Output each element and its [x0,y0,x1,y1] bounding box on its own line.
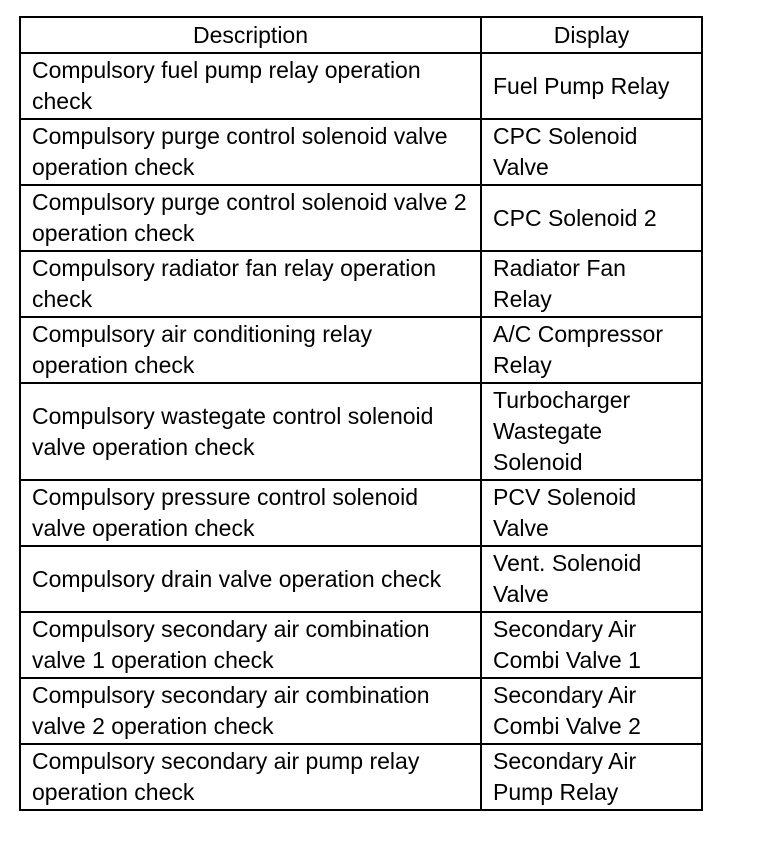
table-row [20,678,702,744]
table-row [20,744,702,810]
table-row [20,53,702,119]
description-cell: Compulsory radiator fan relay operation check [20,251,481,317]
operation-check-table [19,16,703,811]
description-column-header: Description [20,17,481,53]
display-cell: Secondary Air Pump Relay [481,744,702,810]
table-row [20,185,702,251]
table-row [20,251,702,317]
table-row [20,612,702,678]
description-cell: Compulsory wastegate control solenoid valve operation check [20,383,481,480]
display-cell: A/C Compressor Relay [481,317,702,383]
description-cell: Compulsory air conditioning relay operation check [20,317,481,383]
description-cell: Compulsory secondary air pump relay operation check [20,744,481,810]
display-cell: PCV Solenoid Valve [481,480,702,546]
table-header-row [20,17,702,53]
display-cell: Secondary Air Combi Valve 2 [481,678,702,744]
description-cell: Compulsory purge control solenoid valve operation check [20,119,481,185]
description-cell: Compulsory pressure control solenoid valve operation check [20,480,481,546]
description-cell: Compulsory drain valve operation check [20,546,481,612]
description-cell: Compulsory secondary air combination valve 1 operation check [20,612,481,678]
table-row [20,480,702,546]
display-cell: CPC Solenoid 2 [481,185,702,251]
description-cell: Compulsory fuel pump relay operation check [20,53,481,119]
display-cell: Turbocharger Wastegate Solenoid [481,383,702,480]
table-row [20,317,702,383]
description-cell: Compulsory purge control solenoid valve 2 operation check [20,185,481,251]
display-cell: Fuel Pump Relay [481,53,702,119]
display-cell: Vent. Solenoid Valve [481,546,702,612]
display-cell: Secondary Air Combi Valve 1 [481,612,702,678]
table-row [20,383,702,480]
display-column-header: Display [481,17,702,53]
description-cell: Compulsory secondary air combination valve 2 operation check [20,678,481,744]
display-cell: Radiator Fan Relay [481,251,702,317]
table-row [20,546,702,612]
table-row [20,119,702,185]
display-cell: CPC Solenoid Valve [481,119,702,185]
